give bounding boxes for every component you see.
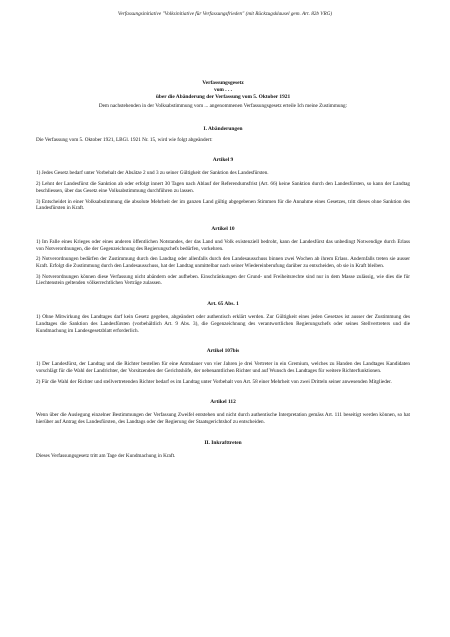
- article-10-para-1: 1) Im Falle eines Krieges oder eines anderen öffentlichen Notstandes, der das Land und Volk existenziell bedroht, kann der Landesfürst das unbedingt Notwendige durch Erlass von Notverordnungen, die der Gegenzeichnung des Regierungschefs bedürfen, vorkehren.: [36, 238, 410, 252]
- document-body: [36, 80, 410, 459]
- article-107bis-para-2: 2) Für die Wahl der Richter und stellvertretenden Richter bedarf es im Landtag unter Vorbehalt von Art. 58 einer Mehrheit von zwei Dritteln seiner anwesenden Mitglieder.: [36, 378, 392, 385]
- article-107bis-para-1: 1) Der Landesfürst, der Landtag und die Richter bestellen für eine Amtsdauer von vier Jahren je drei Vertreter in ein Gremium, welches zu Handen des Landtages Kandidaten vorschlägt für die Wahl der Landrichter, der Vorsitzenden der Gerichtshöfe, der nebenamtlichen Richter und auf Wunsch des Landtages für weitere Richterfunktionen.: [36, 361, 410, 374]
- section-heading-entry-into-force: II. Inkrafttreten: [204, 439, 242, 446]
- article-107bis-heading: Artikel 107bis: [206, 348, 240, 355]
- law-subject: über die Abänderung der Verfassung vom 5. Oktober 1921: [155, 94, 291, 100]
- enactment-clause: Dem nachstehenden in der Volksabstimmung vom ... angenommenen Verfassungsgesetz erteile Ich meine Zustimmung:: [98, 103, 348, 109]
- article-9-para-2: 2) Lehnt der Landesfürst die Sanktion ab oder erfolgt innert 30 Tagen nach Ablauf der Referendumsfrist (Art. 66) keine Sanktion durch den Landesfürsten, so kann der Landtag beschliessen, über das Gesetz eine Volksabstimmung durchführen zu lassen.: [36, 181, 410, 194]
- article-9-para-1: 1) Jedes Gesetz bedarf unter Vorbehalt der Absätze 2 und 3 zu seiner Gültigkeit der Sanktion des Landesfürsten.: [36, 170, 269, 177]
- article-65-heading: Art. 65 Abs. 1: [207, 301, 239, 308]
- section-heading-amendments: I. Abänderungen: [203, 125, 243, 132]
- article-10-para-3: 3) Notverordnungen können diese Verfassung nicht abändern oder aufheben. Einschränkungen der Grund- und Freiheitsrechte sind nur in dem Masse zulässig, wie dies die für Liechtenstein geltenden völkerrechtlichen Verträge zulassen.: [36, 273, 410, 287]
- article-9-heading: Artikel 9: [212, 157, 234, 164]
- article-112-para-1: Wenn über die Auslegung einzelner Bestimmungen der Verfassung Zweifel entstehen und nicht durch authentische Interpretation gemäss Art. 111 beseitigt werden können, so hat hierüber auf Antrag des Landesfürsten, des Landtags oder der Regierung der Staatsgerichtshof zu entscheiden.: [36, 412, 410, 426]
- section-entry-into-force-text: Dieses Verfassungsgesetz tritt am Tage der Kundmachung in Kraft.: [36, 452, 176, 459]
- section-amendments-text: Die Verfassung vom 5. Oktober 1921, LBGl. 1921 Nr. 15, wird wie folgt abgeändert:: [36, 136, 213, 143]
- article-112-heading: Artikel 112: [210, 399, 236, 406]
- article-65-para-1: 1) Ohne Mitwirkung des Landtages darf kein Gesetz gegeben, abgeändert oder authentisch erklärt werden. Zur Gültigkeit eines jeden Gesetzes ist ausser der Zustimmung des Landtages die Sanktion des Landesfürsten (vorbehältlich Art. 9 Abs. 3), die Gegenzeichnung des verantwortlichen Regierungschefs oder seines Stellvertreters und die Kundmachung im Landesgesetzblatt erforderlich.: [36, 314, 410, 334]
- law-title: Verfassungsgesetz: [202, 80, 244, 86]
- law-date: vom . . .: [214, 87, 232, 93]
- article-9-para-3: 3) Entscheidet in einer Volksabstimmung die absolute Mehrheit der im ganzen Land gültig abgegebenen Stimmen für die Annahme eines Gesetzes, tritt dieses ohne Sanktion des Landesfürsten in Kraft.: [36, 198, 410, 212]
- article-10-para-2: 2) Notverordnungen bedürfen der Zustimmung durch den Landtag oder allenfalls durch den Landesausschuss binnen zwei Wochen ab ihrem Erlass. Andernfalls treten sie ausser Kraft. Erfolgt die Zustimmung durch den Landesausschuss, hat der Landtag unmittelbar nach seiner Wiedereinberufung darüber zu entscheiden, ob sie in Kraft bleiben.: [36, 256, 410, 270]
- article-10-heading: Artikel 10: [211, 225, 235, 232]
- running-header: Verfassungsinitiative "Volksinitiative für Verfassungsfrieden" (mit Rückzugsklausel gem. Art. 82b VRG): [117, 11, 333, 17]
